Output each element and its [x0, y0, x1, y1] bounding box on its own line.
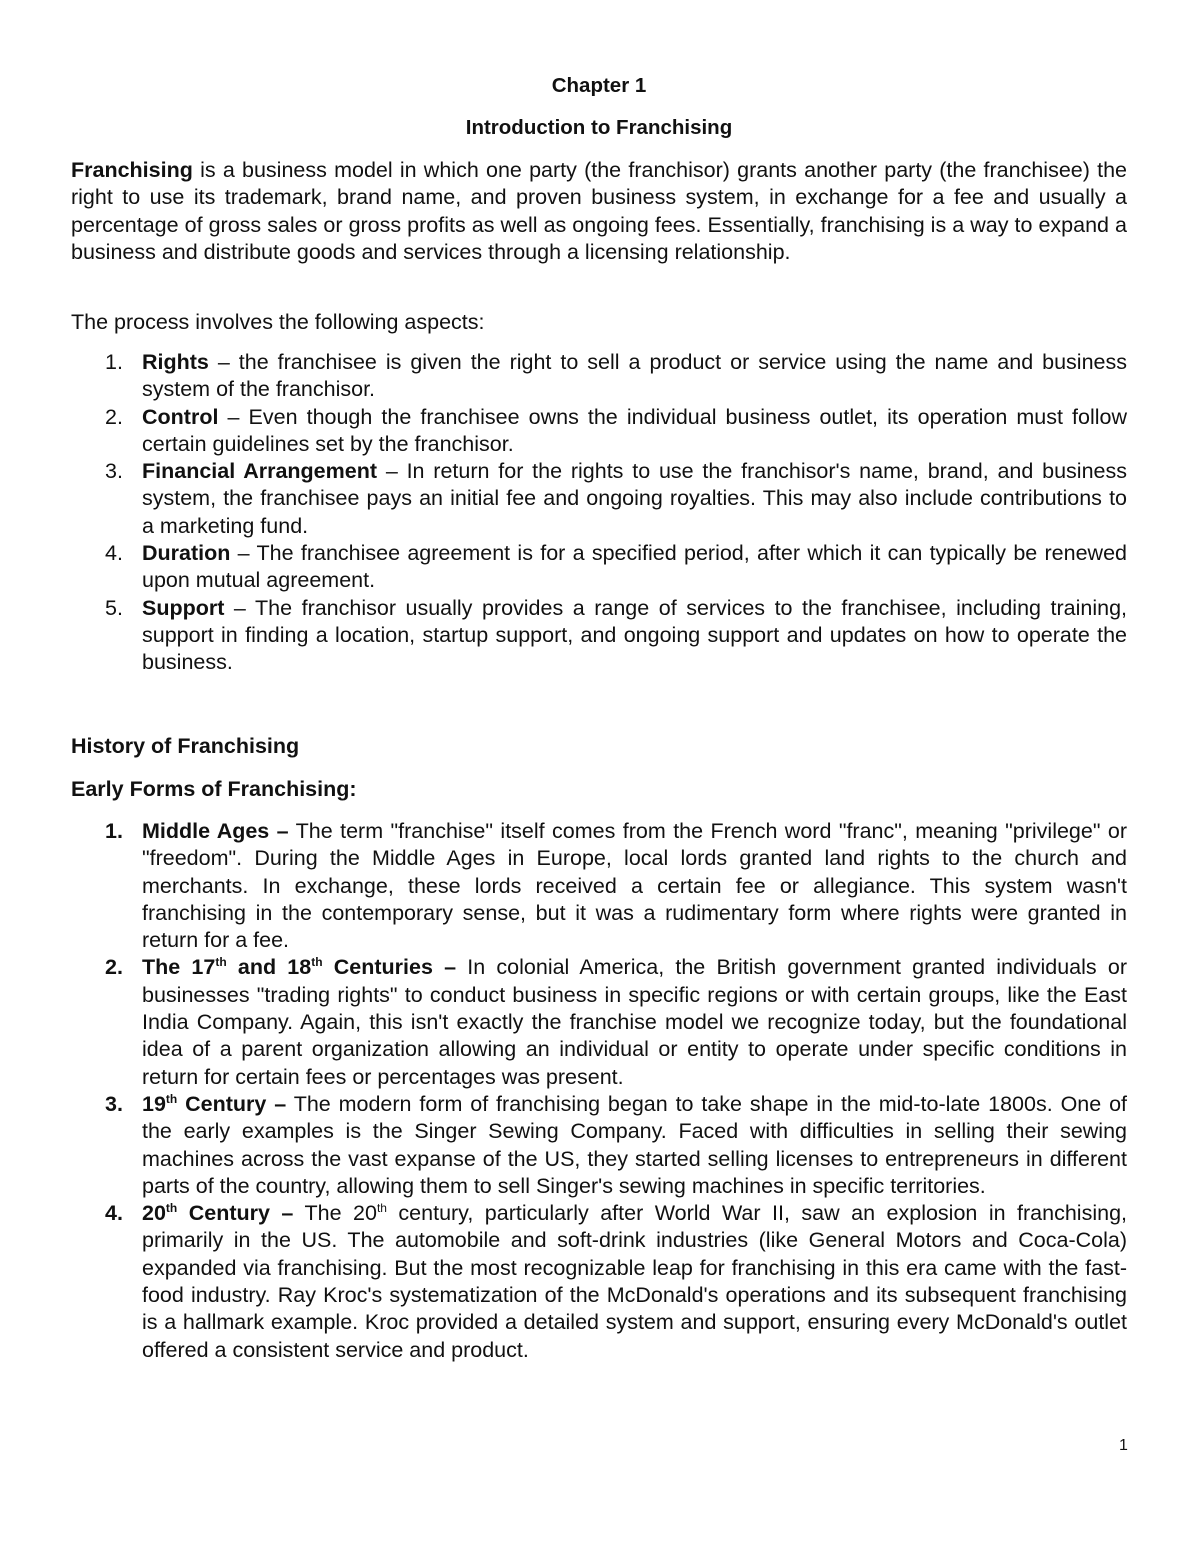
term-part: and 18: [226, 955, 312, 980]
list-item: [71, 1200, 1127, 1364]
process-intro: The process involves the following aspects:: [71, 310, 485, 334]
item-text: The modern form of franchising began to take shape in the mid-to-late 1800s. One of the early examples is the Singer Sewing Company. Faced with difficulties in selling their sewing machines across the vast expanse of the US, they started selling licenses to entrepreneurs in different parts of the country, allowing them to sell Singer's sewing machines in specific territories.: [142, 1091, 1128, 1198]
item-number: 3.: [105, 1091, 123, 1116]
term-part: Century –: [177, 1201, 294, 1226]
item-number: 1.: [105, 350, 123, 374]
list-item: [71, 458, 1127, 540]
page-number: 1: [1119, 1437, 1128, 1454]
chapter-label: Chapter 1: [551, 74, 647, 97]
list-item: [71, 818, 1127, 954]
intro-paragraph: [71, 157, 1127, 266]
item-term: Support: [142, 595, 225, 620]
item-term: Duration: [142, 541, 231, 566]
item-number: 5.: [105, 595, 123, 620]
item-term: Middle Ages –: [142, 819, 289, 843]
list-item: [71, 349, 1127, 404]
term-superscript: th: [215, 955, 227, 970]
item-term: [142, 1201, 293, 1225]
item-text: The term "franchise" itself comes from the French word "franc", meaning "privilege" or "freedom". During the Middle Ages in Europe, local lords granted land rights to the church and merchants. In exchange, these lords received a certain fee or allegiance. This system wasn't franchising in the contemporary sense, but it was a rudimentary form where rights were granted in return for a fee.: [142, 819, 1127, 953]
term-part: 19: [142, 1091, 166, 1116]
item-text: – the franchisee is given the right to sell a product or service using the name and business system of the franchisor.: [142, 350, 1127, 402]
item-term: [142, 955, 456, 979]
item-text: In colonial America, the British government granted individuals or businesses "trading rights" to conduct business in specific regions or with certain groups, like the East India Company. Again, this isn't exactly the franchise model we recognize today, but the foundational idea of a parent organization allowing an individual or entity to operate under specific conditions in return for certain fees or percentages was present.: [142, 955, 1127, 1089]
aspects-list: [71, 349, 1127, 677]
item-text-lead: The 20: [293, 1201, 377, 1226]
term-superscript: th: [165, 1091, 178, 1106]
history-heading: History of Franchising: [71, 734, 300, 758]
term-part: Centuries –: [322, 955, 457, 980]
item-number: 3.: [105, 459, 123, 484]
item-term: Financial Arrangement: [142, 459, 378, 484]
text-superscript: th: [376, 1201, 387, 1215]
item-number: 2.: [105, 404, 123, 429]
list-item: [71, 595, 1127, 677]
item-term: Rights: [142, 350, 209, 374]
term-superscript: th: [311, 955, 323, 970]
early-forms-heading: Early Forms of Franchising:: [71, 777, 357, 801]
item-text: – The franchisee agreement is for a specified period, after which it can typically be renewed upon mutual agreement.: [142, 541, 1127, 593]
item-text: – Even though the franchisee owns the individual business outlet, its operation must follow certain guidelines set by the franchisor.: [142, 404, 1127, 456]
item-text: – In return for the rights to use the franchisor's name, brand, and business system, the franchisee pays an initial fee and ongoing royalties. This may also include contributions to a marketing fund.: [142, 459, 1127, 538]
item-number: 2.: [105, 955, 123, 980]
intro-term: Franchising: [71, 158, 193, 182]
early-forms-list: [71, 818, 1127, 1364]
item-number: 1.: [105, 819, 123, 843]
list-item: [71, 540, 1127, 595]
item-text: century, particularly after World War II, saw an explosion in franchising, primarily in the US. The automobile and soft-drink industries (like General Motors and Coca-Cola) expanded via franchising. But the most recognizable leap for franchising in this era came with the fast-food industry. Ray Kroc's systematization of the McDonald's operations and its subsequent franchising is a hallmark example. Kroc provided a detailed system and support, ensuring every McDonald's outlet offered a consistent service and product.: [142, 1201, 1127, 1362]
list-item: [71, 404, 1127, 459]
intro-text: is a business model in which one party (the franchisor) grants another party (the franchisee) the right to use its trademark, brand name, and proven business system, in exchange for a fee and usually a percentage of gross sales or gross profits as well as ongoing fees. Essentially, franchising is a way to expand a business and distribute goods and services through a licensing relationship.: [71, 158, 1127, 264]
term-part: Century –: [177, 1091, 287, 1116]
term-superscript: th: [165, 1201, 178, 1215]
term-part: 20: [142, 1201, 166, 1226]
item-text: – The franchisor usually provides a range of services to the franchisee, including training, support in finding a location, startup support, and ongoing support and updates on how to operate the business.: [142, 595, 1127, 675]
term-part: The 17: [142, 955, 216, 980]
item-number: 4.: [105, 541, 123, 566]
list-item: [71, 1091, 1127, 1200]
list-item: [71, 954, 1127, 1090]
page-title: Introduction to Franchising: [465, 116, 733, 139]
item-number: 4.: [105, 1201, 123, 1226]
item-term: Control: [142, 404, 219, 429]
item-term: [142, 1092, 286, 1116]
